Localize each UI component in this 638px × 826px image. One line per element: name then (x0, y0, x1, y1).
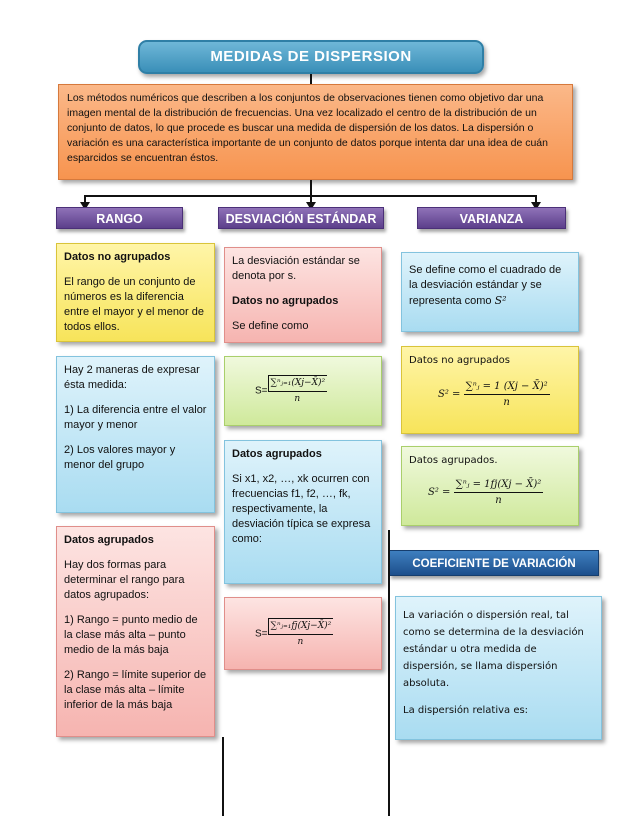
header-coeficiente: COEFICIENTE DE VARIACIÓN (389, 550, 599, 576)
desviacion-formula1 (268, 375, 328, 407)
rango-box2-intro: Hay 2 maneras de expresar ésta medida: (64, 364, 200, 391)
rango-box2-item1: 1) La diferencia entre el valor mayor y menor (64, 404, 207, 431)
desviacion-box1-text: La desviación estándar se denota por s. (232, 255, 360, 282)
page-title: MEDIDAS DE DISPERSION (138, 40, 484, 74)
coeficiente-text1: La variación o dispersión real, tal como se determina de la desviación estándar u otra medida de dispersión, se llama dispersión absoluta. (403, 610, 584, 689)
connector-line (310, 180, 312, 196)
desviacion-formula1-box (224, 356, 382, 426)
desviacion-intro-box (224, 247, 382, 343)
rango-box2-item2: 2) Los valores mayor y menor del grupo (64, 444, 176, 471)
header-rango: RANGO (56, 207, 183, 229)
varianza-formula1-lhs: S² = (438, 389, 461, 400)
connector-line (222, 737, 224, 816)
rango-box3-title: Datos agrupados (64, 534, 154, 546)
connector-line (388, 530, 390, 816)
desviacion-formula1-den: n (294, 394, 301, 404)
varianza-formula1-den: n (503, 397, 510, 408)
desviacion-formula2-box (224, 597, 382, 670)
varianza-formula1 (464, 379, 550, 410)
varianza-box2-title: Datos no agrupados (409, 355, 510, 366)
varianza-formula2-lhs: S² = (428, 487, 451, 498)
rango-box1-title: Datos no agrupados (64, 251, 171, 263)
coeficiente-box (395, 596, 602, 740)
rango-box3-intro: Hay dos formas para determinar el rango para datos agrupados: (64, 559, 185, 601)
rango-datos-agrupados-box (56, 526, 215, 737)
varianza-agrupados-box (401, 446, 579, 526)
rango-maneras-box (56, 356, 215, 513)
rango-box1-text: El rango de un conjunto de números es la diferencia entre el mayor y el menor de todos ellos. (64, 276, 205, 333)
desviacion-box1-define: Se define como (232, 320, 309, 332)
rango-datos-no-agrupados-box (56, 243, 215, 342)
header-varianza: VARIANZA (417, 207, 566, 229)
desviacion-formula2-num: ∑ⁿⱼ₌₁fj(Xj−X̄)² (268, 618, 334, 635)
coeficiente-text2: La dispersión relativa es: (403, 705, 529, 716)
rango-box3-item1: 1) Rango = punto medio de la clase más alta – punto medio de la más baja (64, 614, 198, 656)
desviacion-datos-agrupados-box (224, 440, 382, 584)
header-desviacion: DESVIACIÓN ESTÁNDAR (218, 207, 384, 229)
varianza-no-agrupados-box (401, 346, 579, 434)
varianza-formula2 (454, 477, 544, 508)
desviacion-formula2 (268, 618, 334, 650)
desviacion-box2-text: Si x1, x2, …, xk ocurren con frecuencias f1, f2, …, fk, respectivamente, la desviación típica se expresa como: (232, 473, 371, 545)
desviacion-formula2-prefix: S= (255, 628, 268, 640)
rango-box3-item2: 2) Rango = límite superior de la clase más alta – límite inferior de la más baja (64, 669, 207, 711)
varianza-formula2-den: n (495, 495, 502, 506)
connector-line (310, 74, 312, 84)
desviacion-box1-title: Datos no agrupados (232, 295, 339, 307)
varianza-formula1-num: ∑ⁿⱼ = 1 (Xj − X̄)² (464, 379, 550, 395)
varianza-box1-symbol: S² (494, 294, 507, 307)
desviacion-formula1-prefix: S= (255, 385, 268, 397)
varianza-intro-box (401, 252, 579, 332)
desviacion-formula2-den: n (297, 637, 304, 647)
desviacion-formula1-num: ∑ⁿⱼ₌₁(Xj−X̄)² (268, 375, 328, 392)
intro-box: Los métodos numéricos que describen a los conjuntos de observaciones tienen como objetivo dar una imagen mental de la distribución de frecuencias. Una vez localizado el centro de la distribución de un conjunto de datos, lo que procede es buscar una medida de dispersión de los datos. La dispersión o variación es una característica importante de un conjunto de datos porque intenta dar una idea de cuán esparcidos se encuentran éstos. (58, 84, 573, 180)
desviacion-box2-title: Datos agrupados (232, 448, 322, 460)
varianza-box3-title: Datos agrupados. (409, 455, 498, 466)
varianza-formula2-num: ∑ⁿⱼ = 1fj(Xj − X̄)² (454, 477, 544, 493)
varianza-box1-text: Se define como el cuadrado de la desviación estándar y se representa como (409, 264, 562, 307)
